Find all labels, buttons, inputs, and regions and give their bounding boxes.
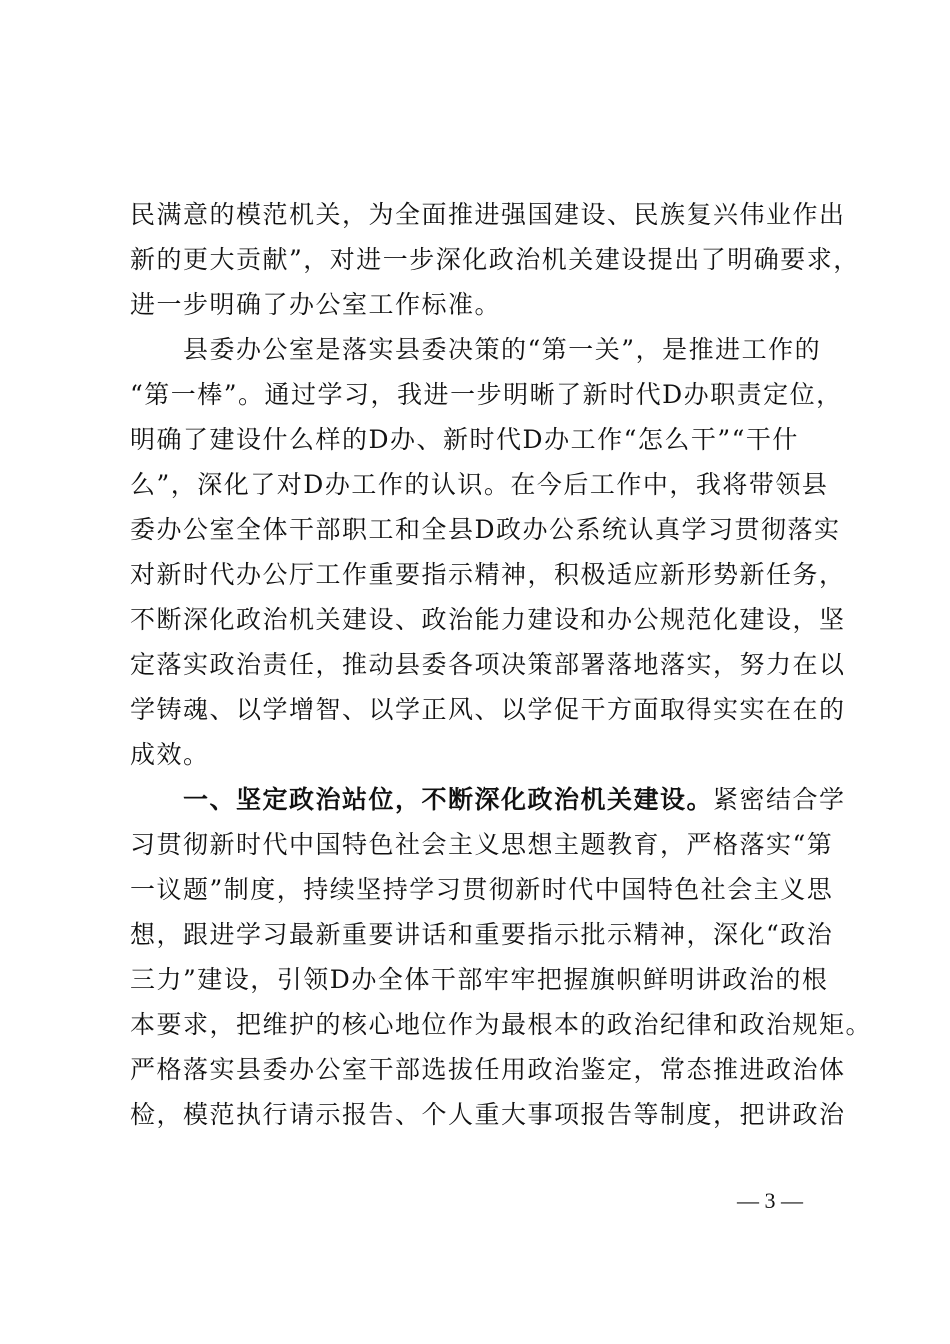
section-heading-continuation: 紧密结合学 bbox=[713, 785, 846, 814]
text-line: 学铸魂、以学增智、以学正风、以学促干方面取得实实在在的 bbox=[130, 695, 846, 724]
text-line: 本要求，把维护的核心地位作为最根本的政治纪律和政治规矩。 bbox=[130, 1010, 873, 1039]
text-line: 进一步明确了办公室工作标准。 bbox=[130, 290, 502, 319]
section-heading-line bbox=[130, 777, 846, 822]
text-line: 检，模范执行请示报告、个人重大事项报告等制度，把讲政治 bbox=[130, 1100, 846, 1129]
text-line: 三力”建设，引领D办全体干部牢牢把握旗帜鲜明讲政治的根 bbox=[130, 965, 829, 994]
text-line: “第一棒”。通过学习，我进一步明晰了新时代D办职责定位， bbox=[130, 380, 843, 409]
text-line: 一议题”制度，持续坚持学习贯彻新时代中国特色社会主义思 bbox=[130, 875, 834, 904]
page-number: — 3 — bbox=[737, 1188, 803, 1213]
section-heading: 一、坚定政治站位，不断深化政治机关建设。 bbox=[130, 785, 714, 814]
text-line: 么”，深化了对D办工作的认识。在今后工作中，我将带领县 bbox=[130, 470, 829, 499]
text-line: 县委办公室是落实县委决策的“第一关”，是推进工作的 bbox=[130, 335, 822, 364]
text-line: 成效。 bbox=[130, 740, 210, 769]
text-line: 想，跟进学习最新重要讲话和重要指示批示精神，深化“政治 bbox=[130, 920, 834, 949]
text-line: 明确了建设什么样的D办、新时代D办工作“怎么干”“干什 bbox=[130, 425, 799, 454]
text-line: 新的更大贡献”，对进一步深化政治机关建设提出了明确要求， bbox=[130, 245, 860, 274]
text-line: 不断深化政治机关建设、政治能力建设和办公规范化建设，坚 bbox=[130, 605, 846, 634]
text-line: 民满意的模范机关，为全面推进强国建设、民族复兴伟业作出 bbox=[130, 200, 846, 229]
text-line: 习贯彻新时代中国特色社会主义思想主题教育，严格落实“第 bbox=[130, 830, 834, 859]
text-line: 对新时代办公厅工作重要指示精神，积极适应新形势新任务， bbox=[130, 560, 846, 589]
text-line: 严格落实县委办公室干部选拔任用政治鉴定，常态推进政治体 bbox=[130, 1055, 846, 1084]
body-text bbox=[130, 192, 873, 1137]
text-line: 委办公室全体干部职工和全县D政办公系统认真学习贯彻落实 bbox=[130, 515, 841, 544]
text-line: 定落实政治责任，推动县委各项决策部署落地落实，努力在以 bbox=[130, 650, 846, 679]
